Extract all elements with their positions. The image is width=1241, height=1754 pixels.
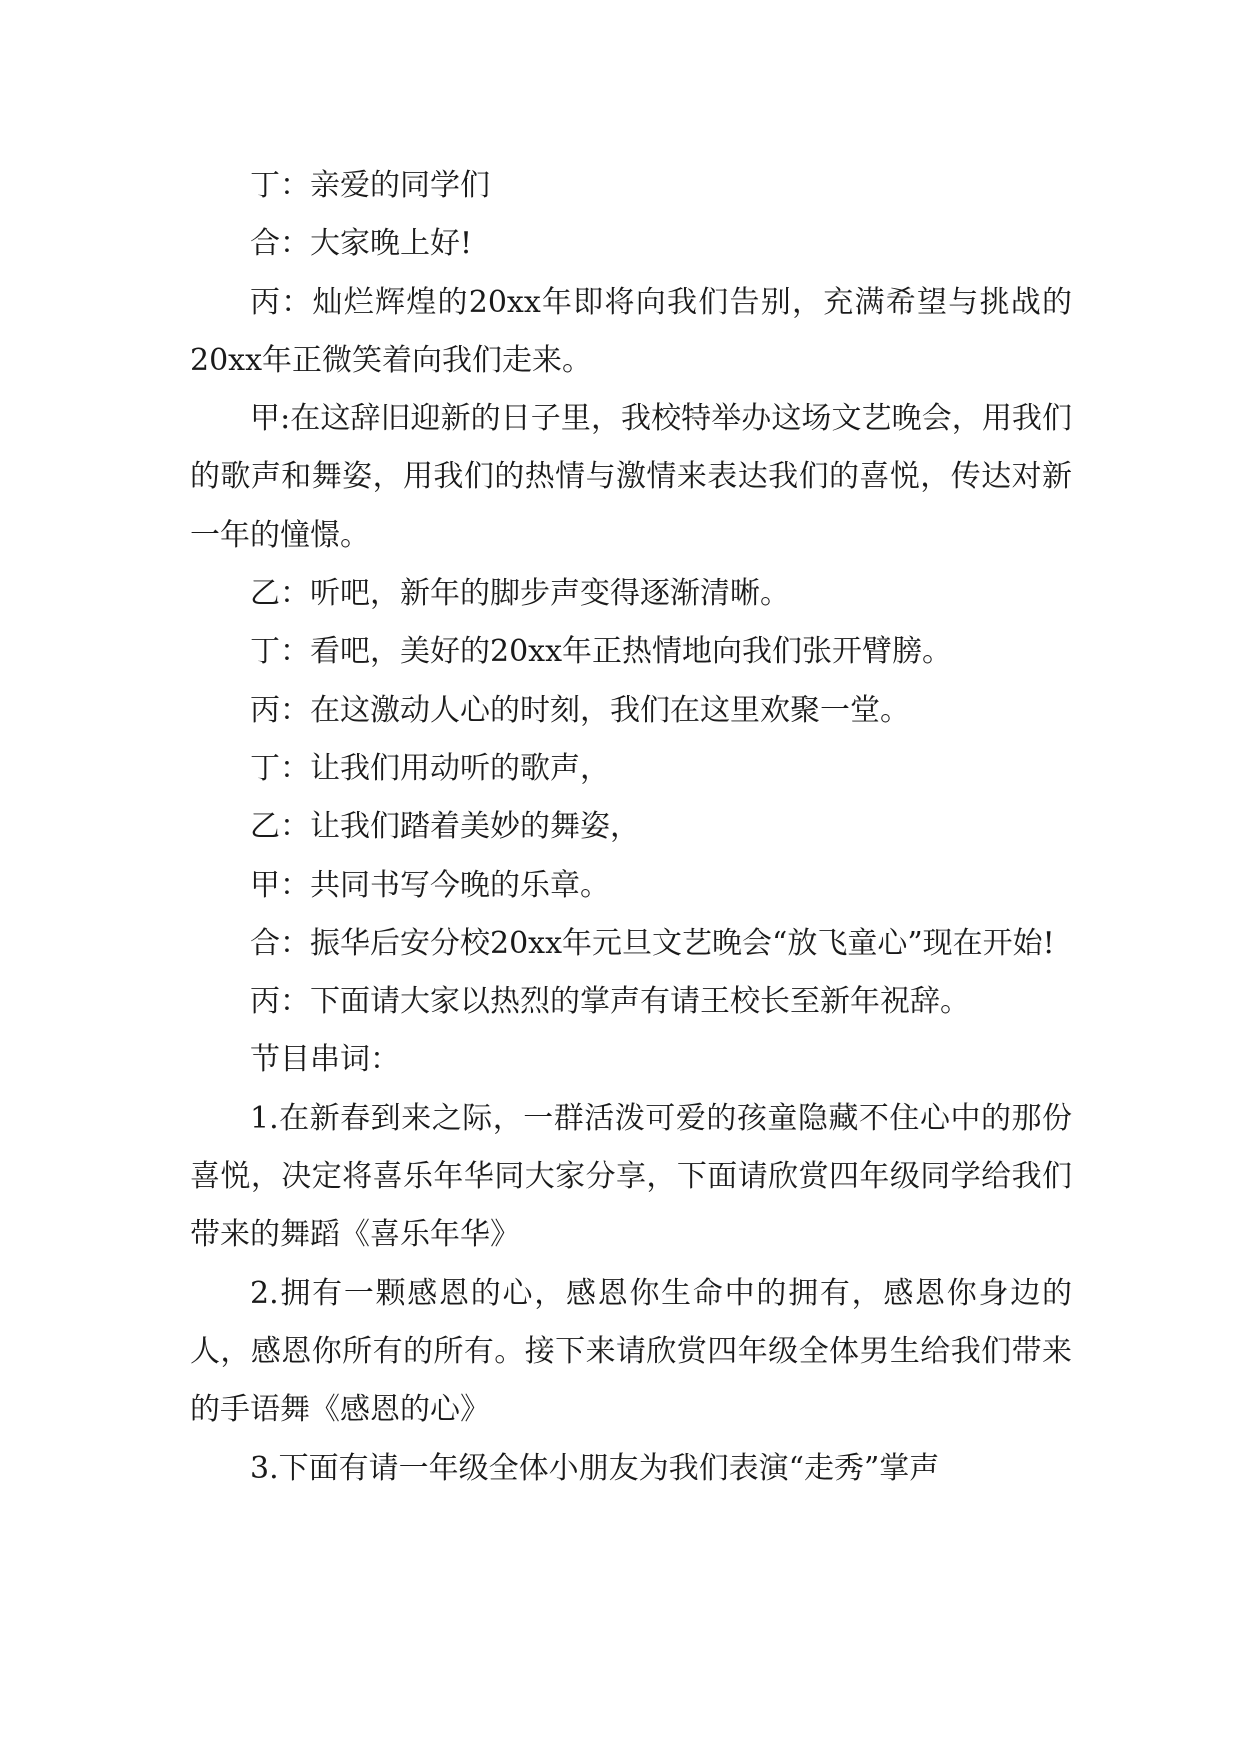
paragraph: 乙：听吧，新年的脚步声变得逐渐清晰。	[250, 576, 790, 612]
program-item: 1.在新春到来之际，一群活泼可爱的孩童隐藏不住心中的那份喜悦，决定将喜乐年华同大家分享，下面请欣赏四年级同学给我们带来的舞蹈《喜乐年华》	[190, 1100, 1072, 1253]
paragraph: 丁：亲爱的同学们	[250, 168, 490, 203]
paragraph: 甲:在这辞旧迎新的日子里，我校特举办这场文艺晚会，用我们的歌声和舞姿，用我们的热情与激情来表达我们的喜悦，传达对新一年的憧憬。	[190, 401, 1072, 553]
paragraph: 丙：在这激动人心的时刻，我们在这里欢聚一堂。	[250, 692, 910, 728]
program-item: 2.拥有一颗感恩的心，感恩你生命中的拥有，感恩你身边的人，感恩你所有的所有。接下来请欣赏四年级全体男生给我们带来的手语舞《感恩的心》	[190, 1275, 1072, 1428]
paragraph: 乙：让我们踏着美妙的舞姿，	[250, 809, 640, 845]
paragraph: 丁：看吧，美好的20xx年正热情地向我们张开臂膀。	[250, 634, 953, 670]
program-item: 3.下面有请一年级全体小朋友为我们表演“走秀”掌声	[250, 1450, 940, 1486]
paragraph: 甲：共同书写今晚的乐章。	[250, 867, 610, 903]
document-body	[190, 157, 1072, 1498]
paragraph: 丙：下面请大家以热烈的掌声有请王校长至新年祝辞。	[250, 984, 970, 1020]
paragraph: 合：大家晚上好!	[250, 226, 473, 262]
program-heading: 节目串词：	[250, 1042, 400, 1078]
paragraph: 丁：让我们用动听的歌声，	[250, 750, 610, 786]
paragraph: 丙：灿烂辉煌的20xx年即将向我们告别，充满希望与挑战的20xx年正微笑着向我们走来。	[190, 284, 1072, 378]
paragraph: 合：振华后安分校20xx年元旦文艺晚会“放飞童心”现在开始!	[250, 925, 1055, 961]
